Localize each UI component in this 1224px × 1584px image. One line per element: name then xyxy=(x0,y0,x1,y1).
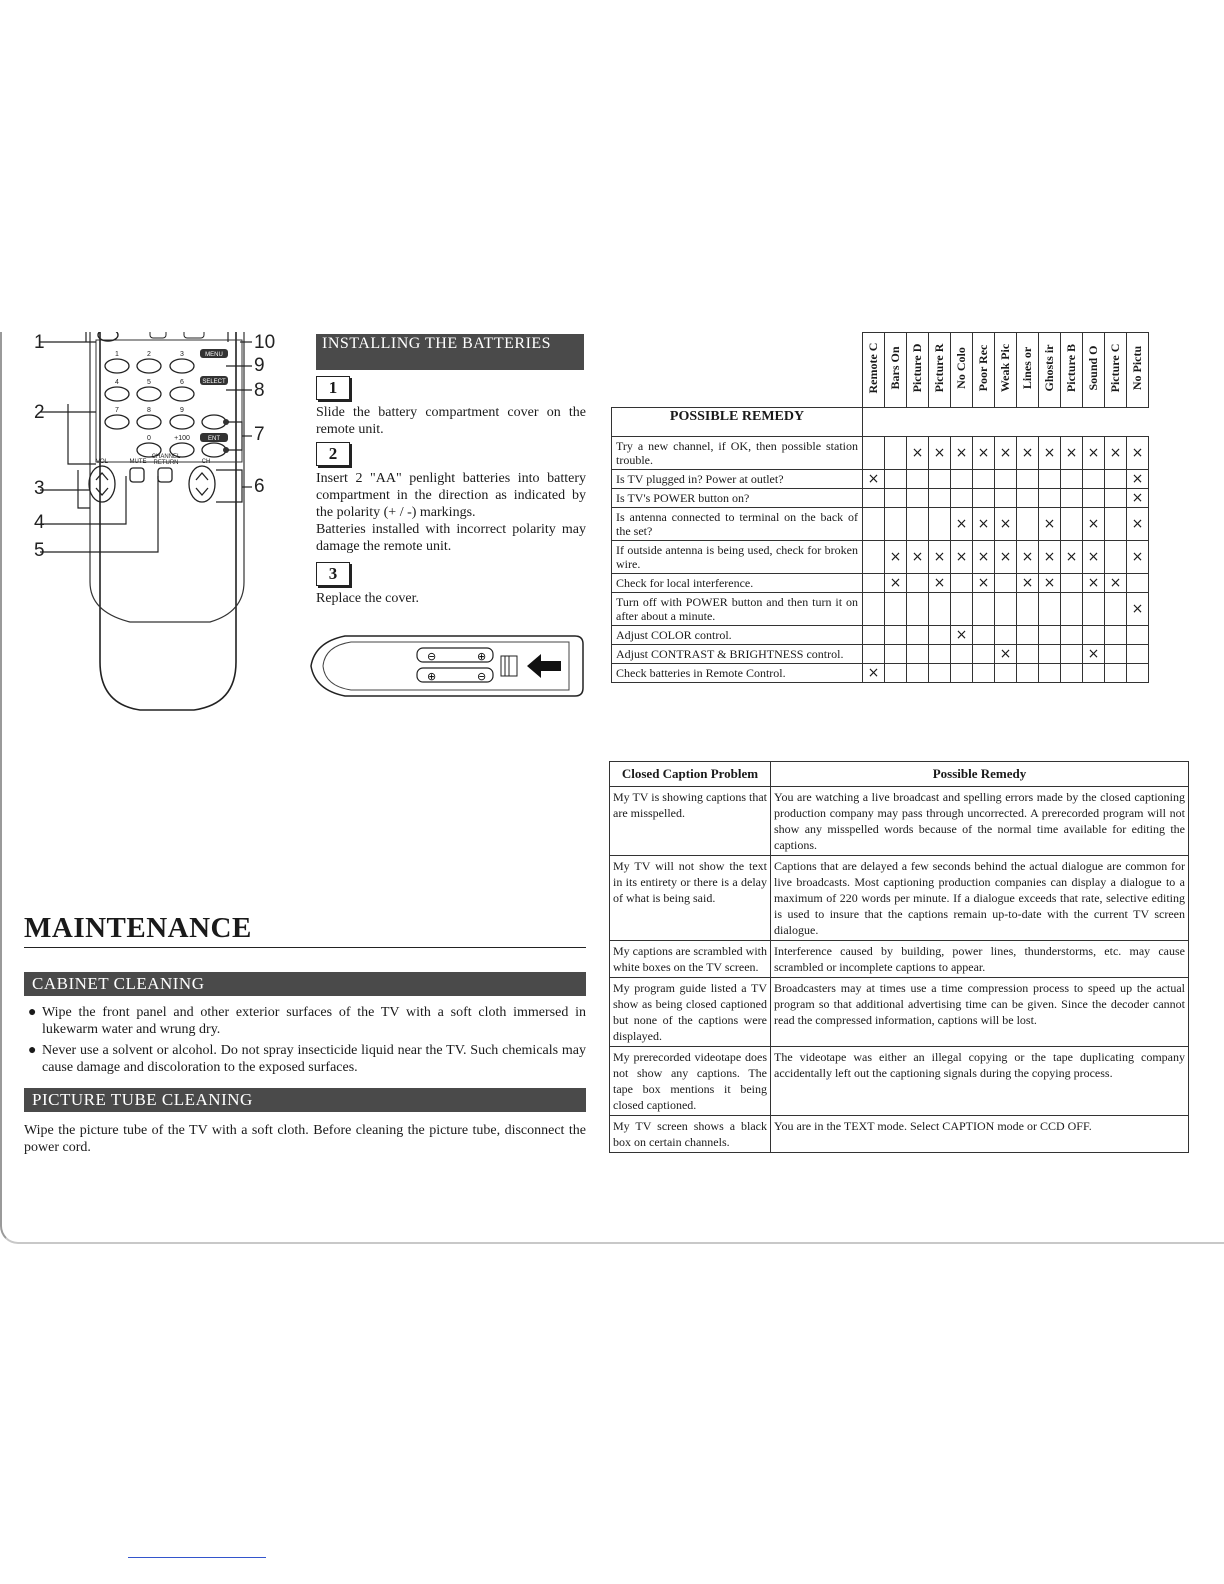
empty-mark-cell xyxy=(907,508,929,541)
svg-text:3: 3 xyxy=(180,351,184,358)
x-mark-cell: × xyxy=(995,541,1017,574)
svg-text:9: 9 xyxy=(180,407,184,414)
column-header: No Pictu xyxy=(1127,333,1149,408)
svg-text:+100: +100 xyxy=(174,435,190,442)
x-mark-cell: × xyxy=(951,508,973,541)
empty-mark-cell xyxy=(1017,626,1039,645)
empty-mark-cell xyxy=(1061,574,1083,593)
svg-text:0: 0 xyxy=(147,435,151,442)
empty-mark-cell xyxy=(885,489,907,508)
table-row xyxy=(610,787,1189,856)
x-mark-cell: × xyxy=(995,508,1017,541)
empty-mark-cell xyxy=(995,470,1017,489)
svg-text:4: 4 xyxy=(115,379,119,386)
title-rule xyxy=(24,947,586,948)
callout-label: 6 xyxy=(254,476,265,497)
table-row xyxy=(612,593,1149,626)
empty-mark-cell xyxy=(995,574,1017,593)
svg-text:CH: CH xyxy=(201,459,211,465)
empty-mark-cell xyxy=(995,626,1017,645)
table-row xyxy=(610,941,1189,978)
svg-text:2: 2 xyxy=(147,351,151,358)
column-header: Remote C xyxy=(863,333,885,408)
cabinet-cleaning-text xyxy=(24,1004,586,1080)
empty-mark-cell xyxy=(929,664,951,683)
remedy-cell: If outside antenna is being used, check for broken wire. xyxy=(612,541,863,574)
battery-compartment-illustration xyxy=(305,630,585,710)
empty-mark-cell xyxy=(995,664,1017,683)
x-mark-cell: × xyxy=(973,437,995,470)
step-note: Batteries installed with incorrect polarity may damage the remote unit. xyxy=(316,522,586,554)
x-mark-cell: × xyxy=(995,645,1017,664)
empty-mark-cell xyxy=(951,593,973,626)
empty-mark-cell xyxy=(1083,626,1105,645)
bullet-text: Wipe the front panel and other exterior surfaces of the TV with a soft cloth immersed in lukewarm water and wrung dry. xyxy=(42,1005,586,1037)
empty-mark-cell xyxy=(863,489,885,508)
x-mark-cell: × xyxy=(1061,437,1083,470)
callout-label: 1 xyxy=(34,332,45,353)
column-header-row xyxy=(612,333,1149,408)
svg-text:ENT: ENT xyxy=(208,436,220,442)
possible-remedy-table xyxy=(611,332,1149,683)
empty-mark-cell xyxy=(863,508,885,541)
callout-label: 9 xyxy=(254,355,265,376)
empty-mark-cell xyxy=(907,645,929,664)
empty-mark-cell xyxy=(1039,664,1061,683)
column-header-problem: Closed Caption Problem xyxy=(610,762,771,787)
install-step-3 xyxy=(316,562,586,607)
step-number: 1 xyxy=(316,376,350,400)
empty-mark-cell xyxy=(973,489,995,508)
problem-cell: My TV screen shows a black box on certain channels. xyxy=(610,1116,771,1153)
svg-text:⊖: ⊖ xyxy=(477,670,487,683)
remedy-cell: Check batteries in Remote Control. xyxy=(612,664,863,683)
empty-mark-cell xyxy=(1127,664,1149,683)
x-mark-cell: × xyxy=(929,437,951,470)
empty-mark-cell xyxy=(973,470,995,489)
empty-mark-cell xyxy=(973,626,995,645)
x-mark-cell: × xyxy=(907,437,929,470)
empty-mark-cell xyxy=(1105,664,1127,683)
install-step-1 xyxy=(316,376,586,438)
table-row xyxy=(610,978,1189,1047)
x-mark-cell: × xyxy=(1083,508,1105,541)
x-mark-cell: × xyxy=(973,541,995,574)
empty-mark-cell xyxy=(1105,470,1127,489)
callout-label: 8 xyxy=(254,380,265,401)
x-mark-cell: × xyxy=(1083,541,1105,574)
x-mark-cell: × xyxy=(1039,437,1061,470)
empty-mark-cell xyxy=(929,489,951,508)
bullet-icon: ● xyxy=(28,1005,37,1020)
x-mark-cell: × xyxy=(1083,574,1105,593)
x-mark-cell: × xyxy=(1127,489,1149,508)
empty-mark-cell xyxy=(1061,508,1083,541)
problem-cell: My captions are scrambled with white boxes on the TV screen. xyxy=(610,941,771,978)
table-row xyxy=(612,574,1149,593)
remedy-cell: Check for local interference. xyxy=(612,574,863,593)
closed-caption-table xyxy=(609,761,1189,1153)
empty-mark-cell xyxy=(973,593,995,626)
empty-mark-cell xyxy=(995,489,1017,508)
bullet-icon: ● xyxy=(28,1043,37,1058)
problem-cell: My prerecorded videotape does not show any captions. The tape box mentions it being closed captioned. xyxy=(610,1047,771,1116)
empty-mark-cell xyxy=(863,541,885,574)
picture-tube-cleaning-text: Wipe the picture tube of the TV with a soft cloth. Before cleaning the picture tube, disconnect the power cord. xyxy=(24,1123,586,1155)
stray-underline xyxy=(128,1557,266,1558)
x-mark-cell: × xyxy=(1105,574,1127,593)
step-text: Slide the battery compartment cover on the remote unit. xyxy=(316,405,586,437)
remedy-cell: The videotape was either an illegal copying or the tape duplicating company accidentally left out the captioning signals during the copying process. xyxy=(771,1047,1189,1116)
picture-tube-cleaning-heading: PICTURE TUBE CLEANING xyxy=(24,1088,586,1112)
empty-mark-cell xyxy=(907,626,929,645)
empty-mark-cell xyxy=(885,626,907,645)
x-mark-cell: × xyxy=(885,541,907,574)
corner-cell xyxy=(612,333,863,408)
x-mark-cell: × xyxy=(863,470,885,489)
empty-mark-cell xyxy=(929,508,951,541)
svg-text:MENU: MENU xyxy=(205,352,223,358)
svg-text:1: 1 xyxy=(115,351,119,358)
x-mark-cell: × xyxy=(907,541,929,574)
empty-mark-cell xyxy=(995,593,1017,626)
table-row xyxy=(610,856,1189,941)
empty-mark-cell xyxy=(1017,593,1039,626)
empty-mark-cell xyxy=(1061,489,1083,508)
empty-mark-cell xyxy=(885,437,907,470)
x-mark-cell: × xyxy=(1083,645,1105,664)
empty-mark-cell xyxy=(885,508,907,541)
callout-label: 7 xyxy=(254,424,265,445)
remedy-table-body xyxy=(612,437,1149,683)
table-row xyxy=(610,1116,1189,1153)
empty-mark-cell xyxy=(1127,626,1149,645)
empty-mark-cell xyxy=(1061,470,1083,489)
table-row xyxy=(612,470,1149,489)
empty-mark-cell xyxy=(1083,470,1105,489)
cabinet-cleaning-heading: CABINET CLEANING xyxy=(24,972,586,996)
x-mark-cell: × xyxy=(1039,541,1061,574)
svg-text:5: 5 xyxy=(147,379,151,386)
step-number: 2 xyxy=(316,442,350,466)
x-mark-cell: × xyxy=(1127,508,1149,541)
list-item xyxy=(24,1042,586,1076)
remedy-cell: Is antenna connected to terminal on the back of the set? xyxy=(612,508,863,541)
empty-mark-cell xyxy=(863,437,885,470)
remedy-cell: Is TV's POWER button on? xyxy=(612,489,863,508)
x-mark-cell: × xyxy=(1127,470,1149,489)
svg-text:MUTE: MUTE xyxy=(129,459,147,465)
empty-mark-cell xyxy=(907,470,929,489)
table-row xyxy=(612,489,1149,508)
empty-mark-cell xyxy=(1039,470,1061,489)
x-mark-cell: × xyxy=(951,626,973,645)
svg-text:RETURN: RETURN xyxy=(153,460,179,466)
empty-mark-cell xyxy=(885,470,907,489)
empty-mark-cell xyxy=(1105,541,1127,574)
empty-mark-cell xyxy=(863,645,885,664)
x-mark-cell: × xyxy=(1127,437,1149,470)
empty-mark-cell xyxy=(1061,645,1083,664)
x-mark-cell: × xyxy=(973,508,995,541)
remedy-cell: Is TV plugged in? Power at outlet? xyxy=(612,470,863,489)
x-mark-cell: × xyxy=(1039,508,1061,541)
column-header: Lines or xyxy=(1017,333,1039,408)
table-row xyxy=(612,437,1149,470)
svg-text:VOL: VOL xyxy=(95,459,109,465)
svg-text:7: 7 xyxy=(115,407,119,414)
column-header: Weak Pic xyxy=(995,333,1017,408)
empty-mark-cell xyxy=(1061,626,1083,645)
column-header: Poor Rec xyxy=(973,333,995,408)
empty-mark-cell xyxy=(973,645,995,664)
empty-mark-cell xyxy=(1127,645,1149,664)
empty-mark-cell xyxy=(951,664,973,683)
empty-mark-cell xyxy=(951,470,973,489)
callout-label: 10 xyxy=(254,332,276,353)
table-row xyxy=(612,664,1149,683)
svg-text:8: 8 xyxy=(147,407,151,414)
step-number: 3 xyxy=(316,562,350,586)
empty-mark-cell xyxy=(1039,593,1061,626)
svg-text:⊕: ⊕ xyxy=(427,670,437,683)
x-mark-cell: × xyxy=(1039,574,1061,593)
empty-mark-cell xyxy=(929,645,951,664)
remote-control-illustration xyxy=(30,332,290,802)
bullet-text: Never use a solvent or alcohol. Do not spray insecticide liquid near the TV. Such chemicals may cause damage and discoloration to the exposed surfaces. xyxy=(42,1043,586,1075)
empty-mark-cell xyxy=(1105,508,1127,541)
column-header: Picture B xyxy=(1061,333,1083,408)
x-mark-cell: × xyxy=(1017,574,1039,593)
callout-label: 4 xyxy=(34,512,45,533)
empty-mark-cell xyxy=(1039,489,1061,508)
install-step-2 xyxy=(316,442,586,555)
callout-label: 3 xyxy=(34,478,45,499)
remedy-cell: You are watching a live broadcast and spelling errors made by the closed captioning production company may pass through uncorrected. A prerecorded program will not show any misspelled words because of the normal time available for editing the captions. xyxy=(771,787,1189,856)
table-row xyxy=(612,508,1149,541)
empty-mark-cell xyxy=(907,574,929,593)
x-mark-cell: × xyxy=(1017,437,1039,470)
callout-label: 5 xyxy=(34,540,45,561)
x-mark-cell: × xyxy=(995,437,1017,470)
remedy-cell: Turn off with POWER button and then turn it on after about a minute. xyxy=(612,593,863,626)
column-header: Sound O xyxy=(1083,333,1105,408)
problem-cell: My program guide listed a TV show as being closed captioned but none of the captions were displayed. xyxy=(610,978,771,1047)
remedy-cell: Adjust COLOR control. xyxy=(612,626,863,645)
installing-batteries-heading: INSTALLING THE BATTERIES xyxy=(316,334,584,370)
remedy-cell: Captions that are delayed a few seconds behind the actual dialogue are common for live broadcasts. Most captioning production companies can display a dialogue to a maximum of 220 words per minute. If a dialogue exceeds that rate, selective editing is used to insure that the captions remain up-to-date with the current TV screen dialogue. xyxy=(771,856,1189,941)
svg-text:⊕: ⊕ xyxy=(477,650,487,663)
callout-label: 2 xyxy=(34,402,45,423)
step-text: Insert 2 "AA" penlight batteries into battery compartment in the direction as indicated by the polarity (+ / -) markings. xyxy=(316,471,586,520)
svg-text:6: 6 xyxy=(180,379,184,386)
remedy-cell: Broadcasters may at times use a time compression process to speed up the actual program so that additional advertising time can be given. Since the decoder cannot read the compressed information, captions will be lost. xyxy=(771,978,1189,1047)
table-row xyxy=(612,541,1149,574)
x-mark-cell: × xyxy=(1127,593,1149,626)
x-mark-cell: × xyxy=(1061,541,1083,574)
x-mark-cell: × xyxy=(1017,541,1039,574)
empty-mark-cell xyxy=(907,664,929,683)
empty-mark-cell xyxy=(863,574,885,593)
empty-mark-cell xyxy=(1105,489,1127,508)
x-mark-cell: × xyxy=(929,574,951,593)
header-spacer xyxy=(863,408,1149,437)
svg-text:SELECT: SELECT xyxy=(202,379,226,385)
remedy-cell: Interference caused by building, power lines, thunderstorms, etc. may cause scrambled or incomplete captions to appear. xyxy=(771,941,1189,978)
column-header: Picture R xyxy=(929,333,951,408)
svg-text:CHANNEL: CHANNEL xyxy=(151,454,181,460)
x-mark-cell: × xyxy=(951,541,973,574)
column-header: Ghosts ir xyxy=(1039,333,1061,408)
problem-cell: My TV is showing captions that are misspelled. xyxy=(610,787,771,856)
table-row xyxy=(610,1047,1189,1116)
empty-mark-cell xyxy=(1017,645,1039,664)
empty-mark-cell xyxy=(907,593,929,626)
empty-mark-cell xyxy=(1061,664,1083,683)
empty-mark-cell xyxy=(1039,626,1061,645)
empty-mark-cell xyxy=(1127,574,1149,593)
empty-mark-cell xyxy=(1083,489,1105,508)
empty-mark-cell xyxy=(951,489,973,508)
empty-mark-cell xyxy=(1017,508,1039,541)
table-row xyxy=(612,645,1149,664)
possible-remedy-header: POSSIBLE REMEDY xyxy=(612,408,863,437)
remedy-cell: Adjust CONTRAST & BRIGHTNESS control. xyxy=(612,645,863,664)
empty-mark-cell xyxy=(929,593,951,626)
empty-mark-cell xyxy=(863,626,885,645)
empty-mark-cell xyxy=(929,626,951,645)
empty-mark-cell xyxy=(1083,593,1105,626)
empty-mark-cell xyxy=(1039,645,1061,664)
problem-cell: My TV will not show the text in its entirety or there is a delay of what is being said. xyxy=(610,856,771,941)
empty-mark-cell xyxy=(1061,593,1083,626)
x-mark-cell: × xyxy=(885,574,907,593)
empty-mark-cell xyxy=(1105,593,1127,626)
x-mark-cell: × xyxy=(1127,541,1149,574)
empty-mark-cell xyxy=(973,664,995,683)
x-mark-cell: × xyxy=(1105,437,1127,470)
empty-mark-cell xyxy=(907,489,929,508)
column-header-remedy: Possible Remedy xyxy=(771,762,1189,787)
x-mark-cell: × xyxy=(951,437,973,470)
column-header: Picture C xyxy=(1105,333,1127,408)
x-mark-cell: × xyxy=(863,664,885,683)
empty-mark-cell xyxy=(1017,489,1039,508)
list-item xyxy=(24,1004,586,1038)
empty-mark-cell xyxy=(951,574,973,593)
remote-control-diagram xyxy=(30,332,290,802)
column-header: Bars On xyxy=(885,333,907,408)
column-header: Picture D xyxy=(907,333,929,408)
table-row xyxy=(612,626,1149,645)
x-mark-cell: × xyxy=(1083,437,1105,470)
maintenance-title: MAINTENANCE xyxy=(24,912,252,944)
remedy-cell: Try a new channel, if OK, then possible station trouble. xyxy=(612,437,863,470)
x-mark-cell: × xyxy=(973,574,995,593)
step-text: Replace the cover. xyxy=(316,591,420,606)
empty-mark-cell xyxy=(1105,645,1127,664)
x-mark-cell: × xyxy=(929,541,951,574)
empty-mark-cell xyxy=(951,645,973,664)
empty-mark-cell xyxy=(863,593,885,626)
empty-mark-cell xyxy=(885,645,907,664)
column-header: No Colo xyxy=(951,333,973,408)
empty-mark-cell xyxy=(885,664,907,683)
svg-text:⊖: ⊖ xyxy=(427,650,437,663)
empty-mark-cell xyxy=(885,593,907,626)
empty-mark-cell xyxy=(1017,664,1039,683)
empty-mark-cell xyxy=(1105,626,1127,645)
empty-mark-cell xyxy=(929,470,951,489)
empty-mark-cell xyxy=(1083,664,1105,683)
empty-mark-cell xyxy=(1017,470,1039,489)
remedy-cell: You are in the TEXT mode. Select CAPTION mode or CCD OFF. xyxy=(771,1116,1189,1153)
